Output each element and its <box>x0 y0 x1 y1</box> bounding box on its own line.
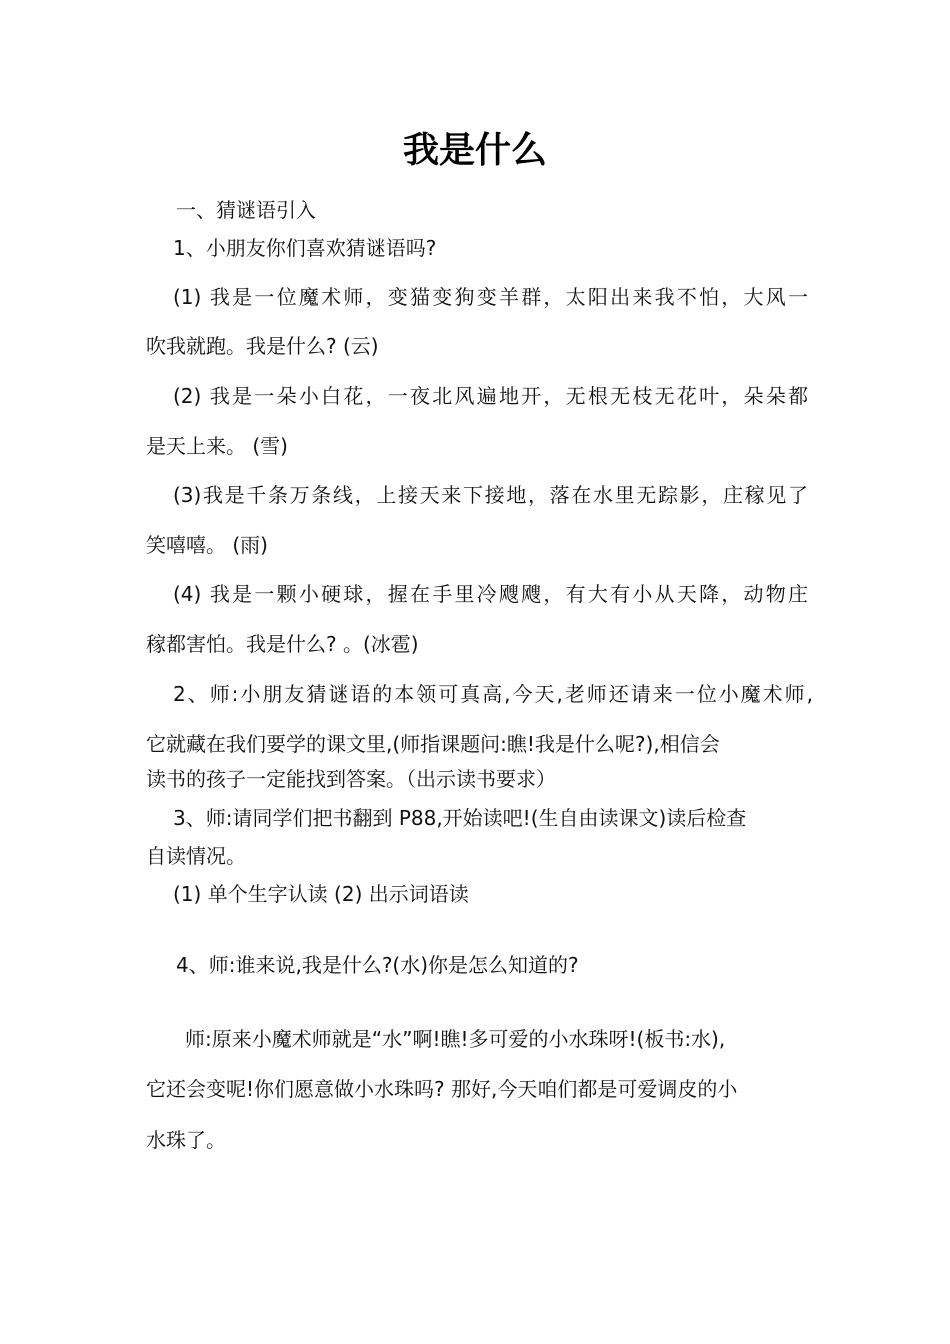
paragraph-line: 它就藏在我们要学的课文里,(师指课题问:瞧!我是什么呢?),相信会 <box>146 732 720 756</box>
paragraph-line: 水珠了。 <box>146 1128 226 1152</box>
riddle-2-line: (2) 我是一朵小白花，一夜北风遍地开，无根无枝无花叶，朵朵都 <box>173 384 808 408</box>
paragraph-line: 它还会变呢!你们愿意做小水珠吗? 那好,今天咱们都是可爱调皮的小 <box>146 1077 738 1101</box>
riddle-1-line: 吹我就跑。我是什么? (云) <box>146 334 379 358</box>
paragraph-line: (1) 单个生字认读 (2) 出示词语读 <box>173 882 469 906</box>
paragraph-line: 自读情况。 <box>146 844 246 868</box>
paragraph-line: 读书的孩子一定能找到答案。（出示读书要求） <box>146 767 556 791</box>
paragraph-line: 2、师:小朋友猜谜语的本领可真高,今天,老师还请来一位小魔术师, <box>173 682 813 706</box>
page-title: 我是什么 <box>402 129 547 171</box>
riddle-1-line: (1) 我是一位魔术师，变猫变狗变羊群，太阳出来我不怕，大风一 <box>173 285 808 309</box>
riddle-2-line: 是天上来。 (雪) <box>146 434 288 458</box>
paragraph-line: 4、师:谁来说,我是什么?(水)你是怎么知道的? <box>176 953 579 977</box>
section-heading: 一、猜谜语引入 <box>176 198 316 222</box>
paragraph-line: 师:原来小魔术师就是“水”啊!瞧!多可爱的小水珠呀!(板书:水), <box>185 1027 726 1051</box>
riddle-4-line: 稼都害怕。我是什么? 。(冰雹) <box>146 632 419 656</box>
paragraph-line: 3、师:请同学们把书翻到 P88,开始读吧!(生自由读课文)读后检查 <box>173 806 747 830</box>
paragraph-line: 1、小朋友你们喜欢猜谜语吗? <box>173 236 437 260</box>
riddle-3-line: (3)我是千条万条线，上接天来下接地，落在水里无踪影，庄稼见了 <box>173 483 808 507</box>
riddle-3-line: 笑嘻嘻。 (雨) <box>146 533 268 557</box>
riddle-4-line: (4) 我是一颗小硬球，握在手里冷飕飕，有大有小从天降，动物庄 <box>173 582 808 606</box>
